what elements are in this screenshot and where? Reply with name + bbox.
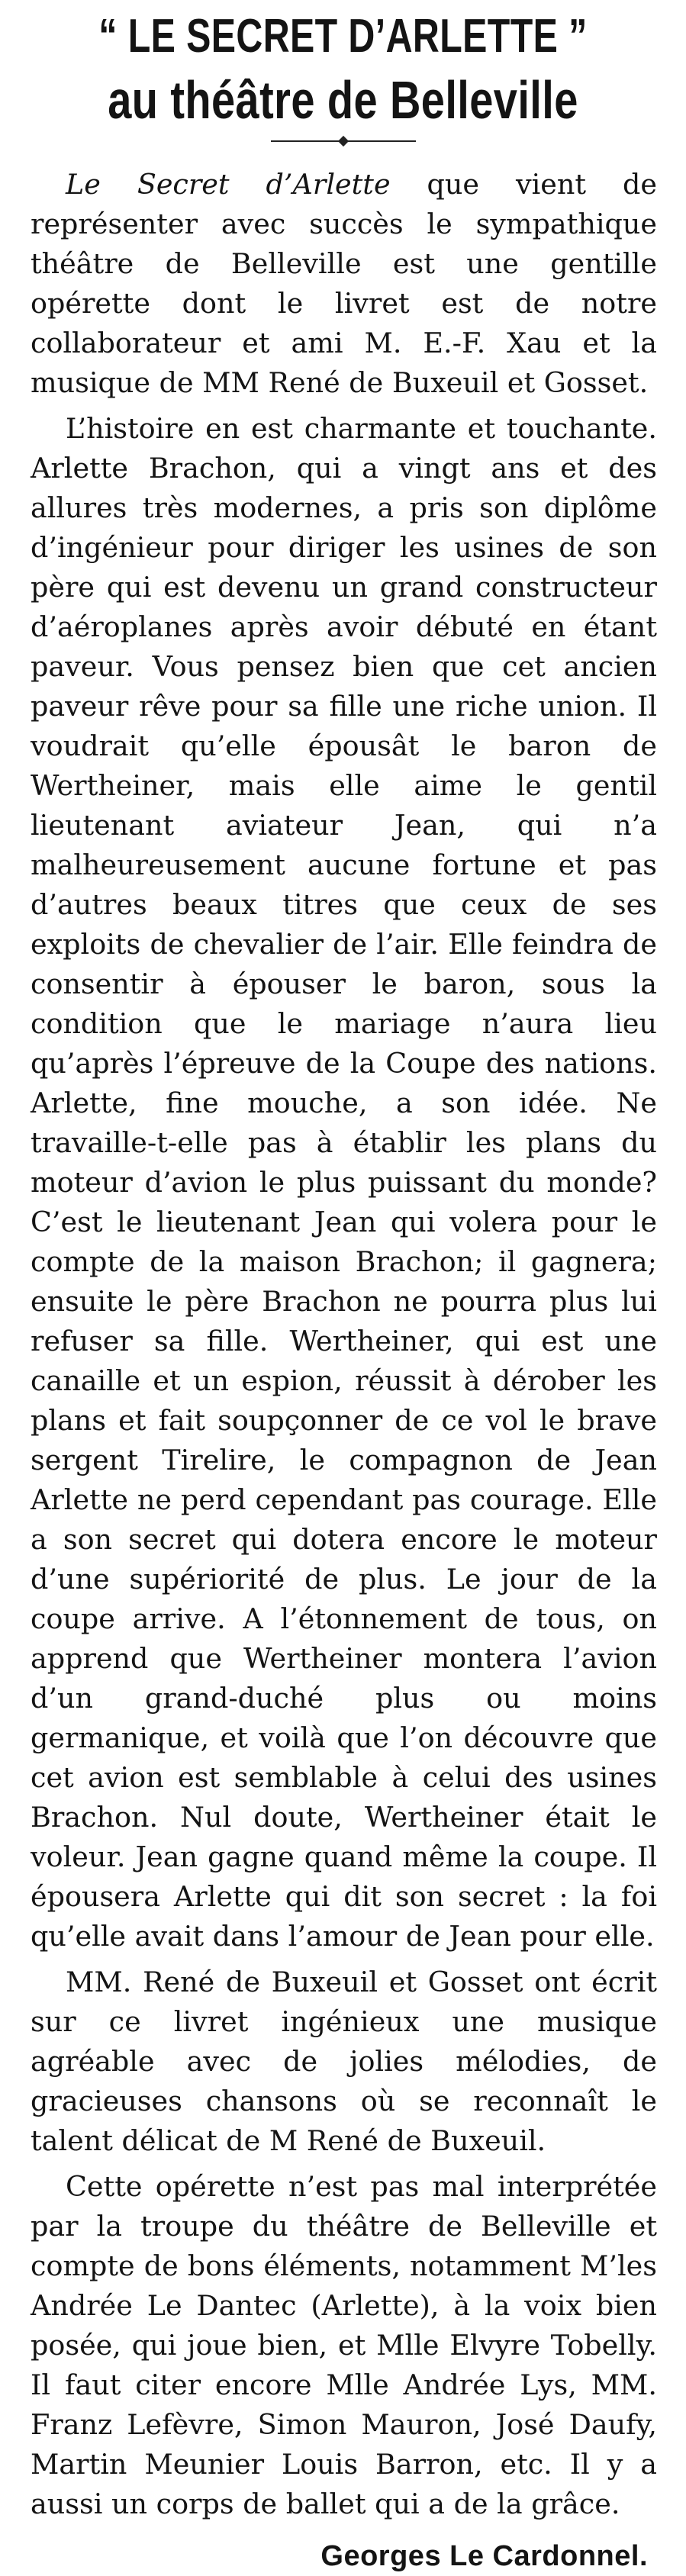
diamond-ornament-icon bbox=[337, 136, 348, 147]
subheadline: au théâtre de Belleville bbox=[108, 70, 578, 130]
paragraph-music: MM. René de Buxeuil et Gosset ont écrit sur ce livret ingénieux une musique agréable avec de jolies mélodies, de gracieuses chansons où se reconnaît le talent délicat de M René de Buxeuil. bbox=[31, 1966, 657, 2157]
paragraph-text: que vient de représenter avec succès le sympathique théâtre de Belleville est une gentille opérette dont le livret est de notre collaborateur et ami M. E.-F. Xau et la musique de MM René de Buxeuil et Gosset. bbox=[31, 168, 657, 399]
article-body bbox=[0, 165, 686, 2524]
paragraph-cast: Cette opérette n’est pas mal interprétée par la troupe du théâtre de Belleville et compte de bons éléments, notamment M’les Andrée Le Dantec (Arlette), à la voix bien posée, qui joue bien, et Mlle Elvyre Tobelly. Il faut citer encore Mlle Andrée Lys, MM. Franz Lefèvre, Simon Mauron, José Daufy, Martin Meunier Louis Barron, etc. Il y a aussi un corps de ballet qui a de la grâce. bbox=[31, 2170, 657, 2520]
play-title: Le Secret d’Arlette bbox=[66, 168, 391, 201]
paragraph-intro bbox=[31, 165, 657, 403]
author-signature: Georges Le Cardonnel. bbox=[320, 2540, 648, 2572]
paragraph-plot: L’histoire en est charmante et touchante. Arlette Brachon, qui a vingt ans et des allures très modernes, a pris son diplôme d’ingénieur pour diriger les usines de son père qui est devenu un grand constructeur d’aéroplanes après avoir débuté en étant paveur. Vous pensez bien que cet ancien paveur rêve pour sa fille une riche union. Il voudrait qu’elle épousât le baron de Wertheiner, mais elle aime le gentil lieutenant aviateur Jean, qui n’a malheureusement aucune fortune et pas d’autres beaux titres que ceux de ses exploits de chevalier de l’air. Elle feindra de consentir à épouser le baron, sous la condition que le mariage n’aura lieu qu’après l’épreuve de la Coupe des nations. Arlette, fine mouche, a son idée. Ne travaille-t-elle pas à établir les plans du moteur d’avion le plus puissant du monde? C’est le lieutenant Jean qui volera pour le compte de la maison Brachon; il gagnera; ensuite le père Brachon ne pourra plus lui refuser sa fille. Wertheiner, qui est une canaille et un espion, réussit à dérober les plans et fait soupçonner de ce vol le brave sergent Tirelire, le compagnon de Jean Arlette ne perd cependant pas courage. Elle a son secret qui dotera encore le moteur d’une supériorité de plus. Le jour de la coupe arrive. A l’étonnement de tous, on apprend que Wertheiner montera l’avion d’un grand-duché plus ou moins germanique, et voilà que l’on découvre que cet avion est semblable à celui des usines Brachon. Nul doute, Wertheiner était le voleur. Jean gagne quand même la coupe. Il épousera Arlette qui dit son secret : la foi qu’elle avait dans l’amour de Jean pour elle. bbox=[31, 412, 657, 1953]
separator-ornament bbox=[271, 140, 416, 142]
headline-block bbox=[0, 0, 686, 133]
headline: “ LE SECRET D’ARLETTE ” bbox=[98, 10, 588, 63]
